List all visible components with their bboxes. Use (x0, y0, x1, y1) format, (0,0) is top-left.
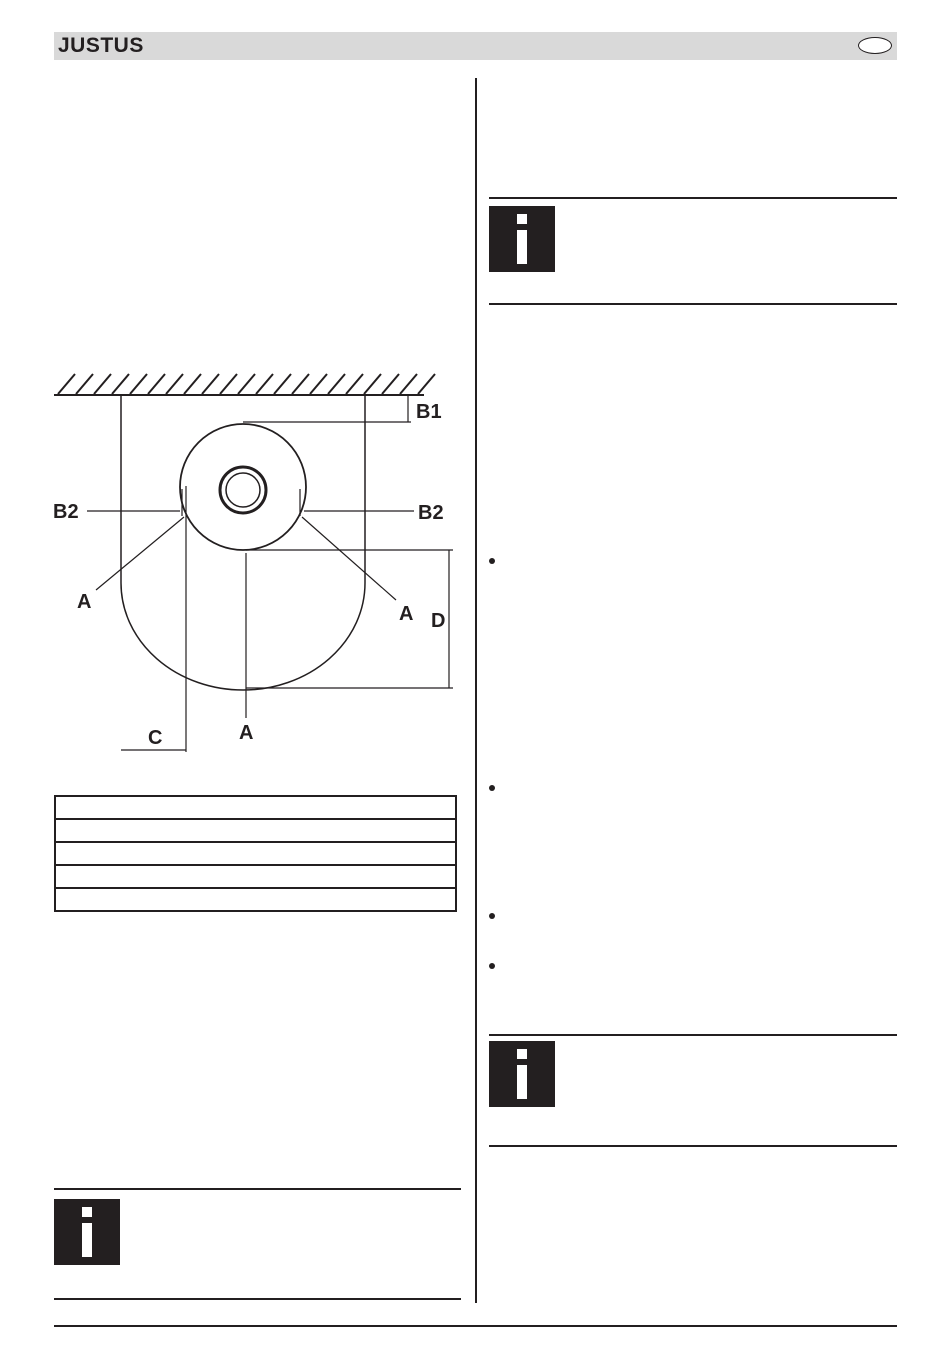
spec-table (54, 795, 457, 912)
hatch-line (58, 374, 75, 394)
table-row (55, 796, 456, 819)
bullet-point (489, 963, 495, 969)
hatch-line (76, 374, 93, 394)
label-a-right: A (399, 603, 414, 625)
hatch-line (292, 374, 309, 394)
label-a-bottom: A (239, 722, 254, 744)
hatch-line (148, 374, 165, 394)
hatch-line (364, 374, 381, 394)
label-b2-left: B2 (53, 501, 79, 523)
hatch-line (400, 374, 417, 394)
clearance-envelope (121, 396, 365, 690)
hatch-line (382, 374, 399, 394)
table-row (55, 819, 456, 842)
table-row (55, 888, 456, 911)
hatch-line (256, 374, 273, 394)
note-rule-top (489, 197, 897, 199)
table-cell (55, 819, 456, 842)
hatch-line (166, 374, 183, 394)
hatch-line (346, 374, 363, 394)
footer-rule (54, 1325, 897, 1327)
hatch-line (94, 374, 111, 394)
hatch-line (220, 374, 237, 394)
note-rule-top (54, 1188, 461, 1190)
wall-hatch (54, 374, 435, 395)
label-b2-right: B2 (418, 502, 444, 524)
bullet-point (489, 785, 495, 791)
info-icon (489, 206, 555, 272)
table-cell (55, 796, 456, 819)
hatch-line (202, 374, 219, 394)
label-a-left: A (77, 591, 92, 613)
note-rule-bottom (54, 1298, 461, 1300)
note-rule-bottom (489, 303, 897, 305)
hatch-line (418, 374, 435, 394)
hatch-line (328, 374, 345, 394)
hatch-line (274, 374, 291, 394)
dimension-lines (87, 396, 453, 752)
note-rule-top (489, 1034, 897, 1036)
table-cell (55, 865, 456, 888)
stove-circle (180, 424, 306, 550)
info-icon (54, 1199, 120, 1265)
hatch-line (184, 374, 201, 394)
bullet-point (489, 558, 495, 564)
brand-logo: JUSTUS (58, 34, 144, 57)
hatch-line (238, 374, 255, 394)
table-cell (55, 888, 456, 911)
hatch-line (310, 374, 327, 394)
table-row (55, 842, 456, 865)
table-cell (55, 842, 456, 865)
note-rule-bottom (489, 1145, 897, 1147)
hatch-line (130, 374, 147, 394)
label-b1: B1 (416, 401, 442, 423)
bullet-point (489, 913, 495, 919)
label-c: C (148, 727, 163, 749)
info-icon (489, 1041, 555, 1107)
hatch-line (112, 374, 129, 394)
label-d: D (431, 610, 446, 632)
table-row (55, 865, 456, 888)
